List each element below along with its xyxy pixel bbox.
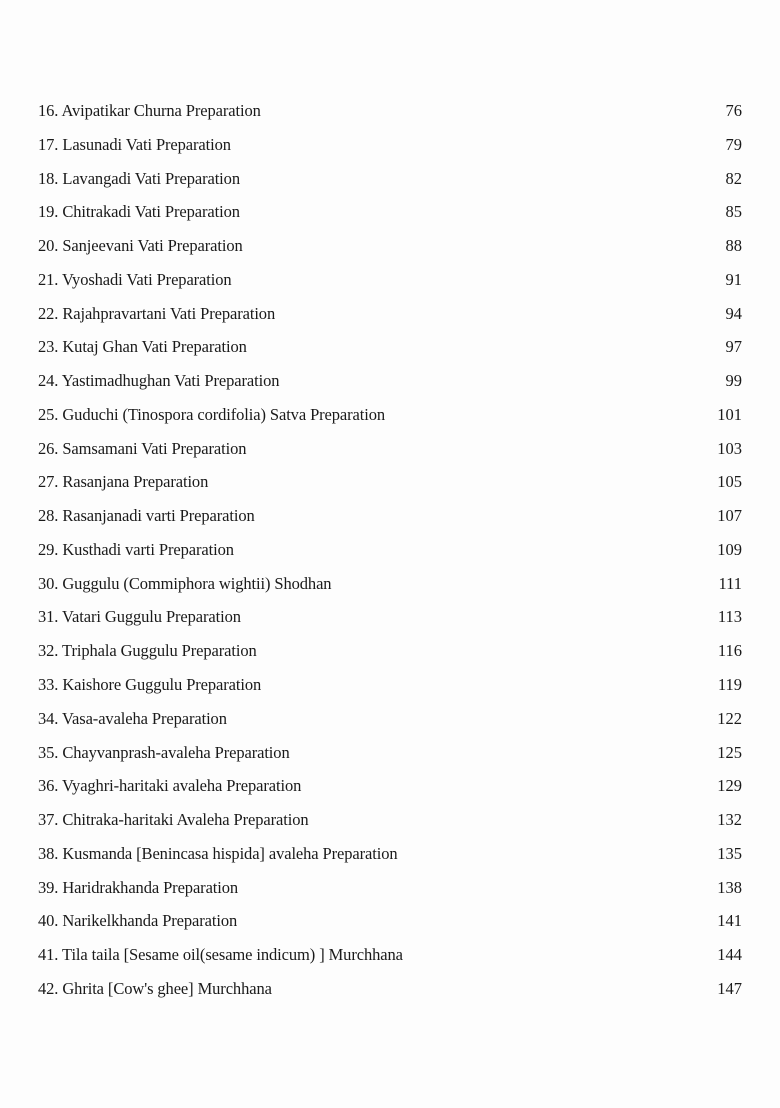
toc-entry-title: 29. Kusthadi varti Preparation [38, 539, 234, 559]
toc-entry-page: 116 [717, 641, 742, 661]
toc-entry-title: 32. Triphala Guggulu Preparation [38, 641, 257, 661]
toc-entry-title: 24. Yastimadhughan Vati Preparation [38, 371, 280, 391]
toc-entry [0, 167, 780, 201]
toc-entry-page: 138 [717, 877, 742, 897]
toc-entry [0, 673, 780, 707]
toc-entry-title: 42. Ghrita [Cow's ghee] Murchhana [38, 978, 272, 998]
toc-entry [0, 572, 780, 606]
toc-entry [0, 437, 780, 471]
toc-entry-title: 16. Avipatikar Churna Preparation [38, 101, 261, 120]
toc-entry-page: 132 [717, 810, 742, 830]
toc-entry-title: 21. Vyoshadi Vati Preparation [38, 269, 232, 289]
toc-entry-title: 22. Rajahpravartani Vati Preparation [38, 303, 276, 323]
toc-entry-title: 35. Chayvanprash-avaleha Preparation [38, 742, 290, 762]
toc-entry-page: 111 [718, 573, 742, 593]
toc-entry-page: 147 [717, 978, 742, 998]
toc-entry [0, 369, 780, 403]
toc-entry-title: 37. Chitraka-haritaki Avaleha Preparation [38, 810, 309, 830]
toc-entry [0, 538, 780, 572]
toc-entry [0, 504, 780, 538]
toc-entry-title: 18. Lavangadi Vati Preparation [38, 168, 240, 188]
toc-entry [0, 774, 780, 808]
toc-entry-page: 141 [717, 911, 742, 931]
toc-entry [0, 741, 780, 775]
toc-entry-page: 103 [717, 438, 742, 458]
toc-entry [0, 639, 780, 673]
toc-entry [0, 268, 780, 302]
toc-entry [0, 99, 780, 133]
table-of-contents [0, 99, 780, 1011]
toc-entry-title: 28. Rasanjanadi varti Preparation [38, 506, 255, 526]
toc-entry [0, 234, 780, 268]
toc-entry-page: 76 [725, 101, 742, 120]
toc-entry-title: 26. Samsamani Vati Preparation [38, 438, 247, 458]
toc-entry [0, 200, 780, 234]
toc-entry-title: 34. Vasa-avaleha Preparation [38, 708, 227, 728]
toc-entry-page: 125 [717, 742, 742, 762]
toc-entry-page: 97 [725, 337, 742, 357]
toc-entry-page: 79 [725, 134, 742, 154]
toc-entry-page: 101 [717, 404, 742, 424]
toc-entry-title: 17. Lasunadi Vati Preparation [38, 134, 231, 154]
toc-entry-page: 119 [717, 675, 742, 695]
toc-entry-page: 99 [725, 371, 742, 391]
toc-entry-page: 85 [725, 202, 742, 222]
toc-entry [0, 842, 780, 876]
toc-entry-page: 135 [717, 843, 742, 863]
toc-entry [0, 302, 780, 336]
toc-entry-title: 33. Kaishore Guggulu Preparation [38, 675, 262, 695]
toc-entry-page: 91 [725, 269, 742, 289]
toc-entry-page: 88 [725, 236, 742, 256]
toc-entry-page: 107 [717, 506, 742, 526]
toc-entry [0, 605, 780, 639]
toc-entry-page: 94 [725, 303, 742, 323]
toc-entry-title: 40. Narikelkhanda Preparation [38, 911, 238, 931]
toc-entry-title: 19. Chitrakadi Vati Preparation [38, 202, 240, 222]
toc-entry-page: 122 [717, 708, 742, 728]
toc-entry-page: 109 [717, 539, 742, 559]
toc-entry-page: 144 [717, 945, 742, 965]
toc-entry-title: 30. Guggulu (Commiphora wightii) Shodhan [38, 573, 332, 593]
toc-entry-title: 31. Vatari Guggulu Preparation [38, 607, 241, 627]
toc-entry [0, 335, 780, 369]
toc-entry [0, 876, 780, 910]
toc-entry-page: 113 [717, 607, 742, 627]
toc-entry-page: 129 [717, 776, 742, 796]
toc-entry-title: 25. Guduchi (Tinospora cordifolia) Satva Preparation [38, 404, 386, 424]
toc-entry [0, 943, 780, 977]
toc-entry [0, 909, 780, 943]
toc-entry-title: 41. Tila taila [Sesame oil(sesame indicum) ] Murchhana [38, 945, 403, 965]
toc-entry [0, 133, 780, 167]
toc-entry-title: 36. Vyaghri-haritaki avaleha Preparation [38, 776, 302, 796]
toc-entry-page: 82 [725, 168, 742, 188]
toc-entry-title: 39. Haridrakhanda Preparation [38, 877, 239, 897]
toc-entry [0, 707, 780, 741]
toc-entry [0, 977, 780, 1011]
toc-entry [0, 470, 780, 504]
toc-entry-title: 23. Kutaj Ghan Vati Preparation [38, 337, 247, 357]
toc-entry-title: 38. Kusmanda [Benincasa hispida] avaleha Preparation [38, 843, 398, 863]
toc-entry-title: 20. Sanjeevani Vati Preparation [38, 236, 243, 256]
toc-entry [0, 403, 780, 437]
toc-entry-page: 105 [717, 472, 742, 492]
toc-entry [0, 808, 780, 842]
toc-entry-title: 27. Rasanjana Preparation [38, 472, 209, 492]
